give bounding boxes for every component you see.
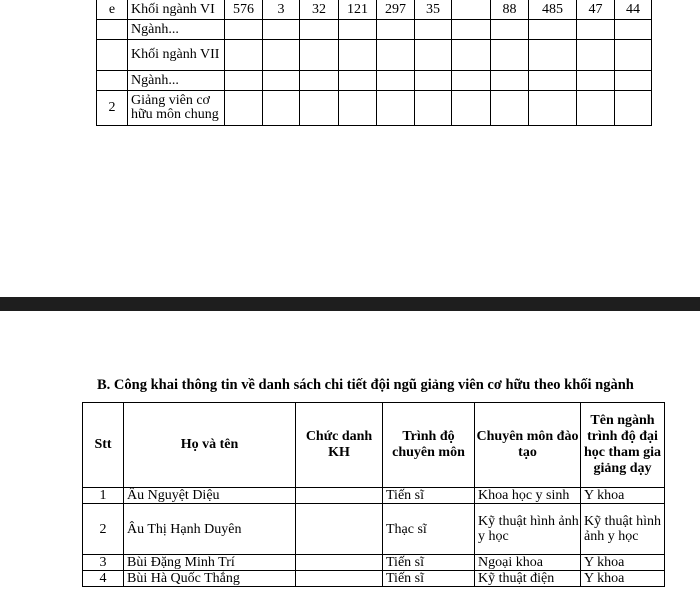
table-row <box>83 555 665 571</box>
row-value: 35 <box>415 0 452 20</box>
row-value <box>263 40 300 71</box>
row-value <box>491 20 529 40</box>
row-value <box>300 40 339 71</box>
row-value <box>300 71 339 91</box>
row-value <box>491 40 529 71</box>
row-value: 485 <box>529 0 577 20</box>
row-value <box>529 40 577 71</box>
row-value <box>377 20 415 40</box>
cell-stt: 1 <box>83 488 124 504</box>
cell-major: Kỹ thuật hình ảnh y học <box>475 504 581 555</box>
cell-major: Kỹ thuật điện <box>475 571 581 587</box>
row-value: 576 <box>225 0 263 20</box>
header-degree: Trình độ chuyên môn <box>383 403 475 488</box>
header-name: Họ và tên <box>124 403 296 488</box>
row-value <box>452 71 491 91</box>
table-header-row <box>83 403 665 488</box>
summary-table <box>96 0 652 126</box>
table-row <box>83 488 665 504</box>
row-value <box>415 91 452 126</box>
row-value: 47 <box>577 0 615 20</box>
cell-name: Âu Thị Hạnh Duyên <box>124 504 296 555</box>
cell-name: Âu Nguyệt Diệu <box>124 488 296 504</box>
row-index <box>97 71 128 91</box>
section-title: B. Công khai thông tin về danh sách chi tiết đội ngũ giảng viên cơ hữu theo khối ngành <box>97 377 634 393</box>
row-value <box>452 40 491 71</box>
row-value <box>415 40 452 71</box>
row-value <box>529 91 577 126</box>
row-value <box>415 20 452 40</box>
table-row <box>97 20 652 40</box>
row-value <box>300 20 339 40</box>
table-row <box>97 0 652 20</box>
cell-stt: 3 <box>83 555 124 571</box>
row-value <box>263 91 300 126</box>
row-value: 32 <box>300 0 339 20</box>
table-row <box>97 40 652 71</box>
table-row <box>83 571 665 587</box>
header-major: Chuyên môn đào tạo <box>475 403 581 488</box>
row-value <box>615 71 652 91</box>
cell-title <box>296 504 383 555</box>
row-value <box>615 91 652 126</box>
cell-title <box>296 555 383 571</box>
cell-teaching-field: Kỹ thuật hình ảnh y học <box>581 504 665 555</box>
row-value <box>452 20 491 40</box>
row-value <box>577 20 615 40</box>
cell-teaching-field: Y khoa <box>581 555 665 571</box>
row-name: Giảng viên cơ hữu môn chung <box>128 91 225 126</box>
row-value <box>491 71 529 91</box>
cell-teaching-field: Y khoa <box>581 571 665 587</box>
row-value <box>615 20 652 40</box>
row-value <box>452 91 491 126</box>
cell-degree: Tiến sĩ <box>383 555 475 571</box>
row-value <box>225 40 263 71</box>
header-title: Chức danh KH <box>296 403 383 488</box>
row-name: Khối ngành VII <box>128 40 225 71</box>
row-index <box>97 40 128 71</box>
row-value <box>615 40 652 71</box>
cell-degree: Tiến sĩ <box>383 571 475 587</box>
cell-major: Khoa học y sinh <box>475 488 581 504</box>
table-row <box>97 91 652 126</box>
page-break-divider <box>0 297 700 311</box>
cell-degree: Thạc sĩ <box>383 504 475 555</box>
row-value <box>577 40 615 71</box>
row-value <box>263 71 300 91</box>
row-index: e <box>97 0 128 20</box>
row-value <box>415 71 452 91</box>
row-name: Khối ngành VI <box>128 0 225 20</box>
cell-degree: Tiến sĩ <box>383 488 475 504</box>
row-value: 121 <box>339 0 377 20</box>
row-value <box>225 91 263 126</box>
row-value <box>577 91 615 126</box>
row-value <box>377 71 415 91</box>
row-index <box>97 20 128 40</box>
cell-title <box>296 488 383 504</box>
row-value: 297 <box>377 0 415 20</box>
table-row <box>97 71 652 91</box>
cell-name: Bùi Đặng Minh Trí <box>124 555 296 571</box>
cell-stt: 2 <box>83 504 124 555</box>
cell-title <box>296 571 383 587</box>
row-value <box>339 40 377 71</box>
row-index: 2 <box>97 91 128 126</box>
cell-name: Bùi Hà Quốc Thắng <box>124 571 296 587</box>
row-value <box>452 0 491 20</box>
row-name: Ngành... <box>128 71 225 91</box>
row-value: 88 <box>491 0 529 20</box>
cell-stt: 4 <box>83 571 124 587</box>
row-value <box>339 71 377 91</box>
row-value <box>529 71 577 91</box>
cell-major: Ngoại khoa <box>475 555 581 571</box>
row-value <box>225 20 263 40</box>
row-value <box>339 20 377 40</box>
row-value <box>300 91 339 126</box>
row-name: Ngành... <box>128 20 225 40</box>
header-stt: Stt <box>83 403 124 488</box>
row-value <box>263 20 300 40</box>
row-value: 44 <box>615 0 652 20</box>
row-value <box>377 91 415 126</box>
table-row <box>83 504 665 555</box>
row-value <box>529 20 577 40</box>
row-value <box>377 40 415 71</box>
row-value <box>491 91 529 126</box>
cell-teaching-field: Y khoa <box>581 488 665 504</box>
row-value <box>225 71 263 91</box>
staff-table <box>82 402 665 587</box>
row-value <box>339 91 377 126</box>
row-value: 3 <box>263 0 300 20</box>
header-teaching-field: Tên ngành trình độ đại học tham gia giảng dạy <box>581 403 665 488</box>
row-value <box>577 71 615 91</box>
